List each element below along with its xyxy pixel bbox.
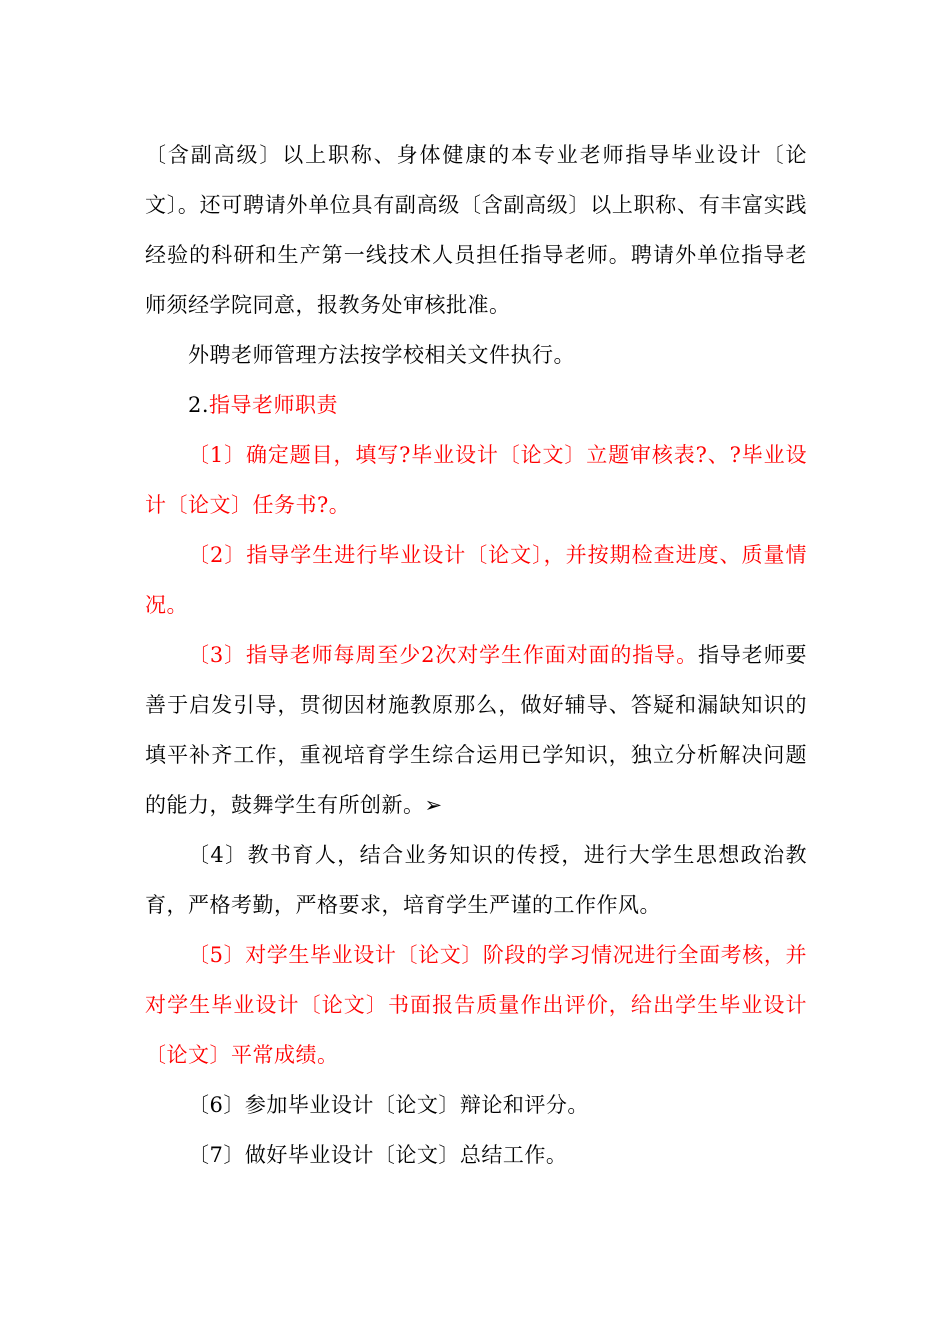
paragraph-qualification-text: 〔含副高级〕以上职称、身体健康的本专业老师指导毕业设计〔论文〕。还可聘请外单位具有副高级〔含副高级〕以上职称、有丰富实践经验的科研和生产第一线技术人员担任指导老师。聘请外单位指导老师须经学院同意，报教务处审核批准。 xyxy=(145,143,807,317)
section-title: 指导老师职责 xyxy=(209,393,339,417)
duty-item-7 xyxy=(145,1130,807,1180)
duty-item-3-text: 指导老师要善于启发引导，贯彻因材施教原那么，做好辅导、答疑和漏缺知识的填平补齐工作，重视培育学生综合运用已学知识，独立分析解决问题的能力，鼓舞学生有所创新。➢ xyxy=(145,643,807,817)
duty-item-1-text: 〔1〕确定题目，填写?毕业设计〔论文〕立题审核表?、?毕业设计〔论文〕任务书?。 xyxy=(145,443,807,517)
section-heading xyxy=(145,380,807,430)
duty-item-3-highlight: 〔3〕指导老师每周至少2次对学生作面对面的指导。 xyxy=(188,643,698,667)
duty-item-7-text: 〔7〕做好毕业设计〔论文〕总结工作。 xyxy=(188,1143,568,1167)
duty-item-5-text: 〔5〕对学生毕业设计〔论文〕阶段的学习情况进行全面考核，并对学生毕业设计〔论文〕书面报告质量作出评价，给出学生毕业设计〔论文〕平常成绩。 xyxy=(145,943,807,1067)
paragraph-external-teacher xyxy=(145,330,807,380)
duty-item-1 xyxy=(145,430,807,530)
duty-item-4 xyxy=(145,830,807,930)
duty-item-3 xyxy=(145,630,807,830)
duty-item-4-text: 〔4〕教书育人，结合业务知识的传授，进行大学生思想政治教育，严格考勤，严格要求，培育学生严谨的工作作风。 xyxy=(145,843,807,917)
duty-item-5 xyxy=(145,930,807,1080)
paragraph-qualification xyxy=(145,130,807,330)
duty-item-6 xyxy=(145,1080,807,1130)
duty-item-2 xyxy=(145,530,807,630)
duty-item-2-text: 〔2〕指导学生进行毕业设计〔论文〕，并按期检查进度、质量情况。 xyxy=(145,543,807,617)
paragraph-external-teacher-text: 外聘老师管理方法按学校相关文件执行。 xyxy=(188,343,575,367)
section-number: 2. xyxy=(188,393,210,417)
document-page xyxy=(145,130,807,1180)
duty-item-6-text: 〔6〕参加毕业设计〔论文〕辩论和评分。 xyxy=(188,1093,589,1117)
